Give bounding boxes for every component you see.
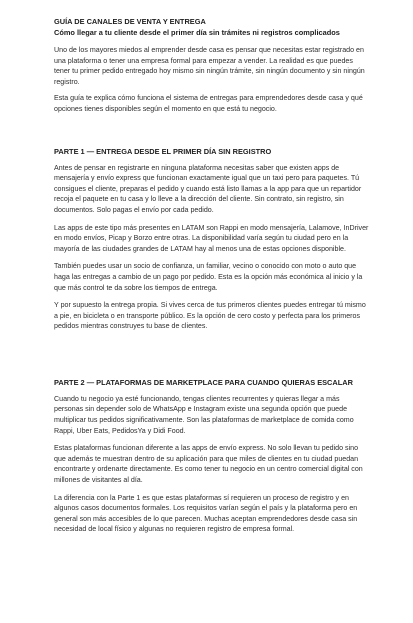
section-paragraph: La diferencia con la Parte 1 es que estas plataformas sí requieren un proceso de registro y en algunos casos documentos formales. Los requisitos varían según el país y la plataforma pero en general son más accesibles de lo que parecen. Muchas aceptan emprendedores desde casa sin necesidad de local físico y algunas no requieren registro de empresa formal.	[54, 493, 358, 534]
section-heading-part-1: PARTE 1 — ENTREGA DESDE EL PRIMER DÍA SIN REGISTRO	[54, 146, 272, 156]
section-paragraph: También puedes usar un socio de confianza, un familiar, vecino o conocido con moto o auto que haga las entregas a cambio de un pago por pedido. Esta es la opción más económica al inicio y la que más control te da sobre los tiempos de entrega.	[54, 262, 363, 292]
section-paragraph: Las apps de este tipo más presentes en LATAM son Rappi en modo mensajería, Lalamove, InDriver en modo envíos, Picap y Borzo entre otras. La disponibilidad varía según tu ciudad pero en la mayoría de las ciudades grandes de LATAM hay al menos una de estas opciones disponible.	[54, 223, 369, 253]
document-title: GUÍA DE CANALES DE VENTA Y ENTREGA	[54, 17, 206, 26]
intro-paragraph: Uno de los mayores miedos al emprender desde casa es pensar que necesitas estar registrado en una plataforma o tener una empresa formal para empezar a vender. La realidad es que puedes tener tu primer pedido entregado hoy mismo sin ningún trámite, sin ningún documento y sin ningún registro.	[54, 46, 365, 86]
section-paragraph: Cuando tu negocio ya esté funcionando, tengas clientes recurrentes y quieras llegar a más personas sin depender solo de WhatsApp e Instagram existe una segunda opción que puede multiplicar tus pedidos significativamente. Son las plataformas de marketplace de comida como Rappi, Uber Eats, PedidosYa y Didi Food.	[54, 394, 354, 435]
intro-paragraph: Esta guía te explica cómo funciona el sistema de entregas para emprendedores desde casa y qué opciones tienes disponibles según el momento en que está tu negocio.	[54, 94, 363, 113]
section-paragraph: Antes de pensar en registrarte en ninguna plataforma necesitas saber que existen apps de mensajería y envío express que funcionan exactamente igual que un taxi pero para paquetes. Tú consigues el cliente, preparas el pedido y cuando está listo llamas a la app para que un repartidor recoja el paquete en tu casa y lo lleve a la dirección del cliente. Sin contrato, sin registro, sin documentos. Solo pagas el envío por cada pedido.	[54, 163, 362, 214]
document-subtitle: Cómo llegar a tu cliente desde el primer día sin trámites ni registros complicados	[54, 28, 340, 37]
section-paragraph: Y por supuesto la entrega propia. Si vives cerca de tus primeros clientes puedes entregar tú mismo a pie, en bicicleta o en transporte público. Es la opción de cero costo y perfecta para los primeros pedidos mientras construyes tu base de clientes.	[54, 301, 366, 331]
section-heading-part-2: PARTE 2 — PLATAFORMAS DE MARKETPLACE PARA CUANDO QUIERAS ESCALAR	[54, 377, 353, 387]
section-paragraph: Estas plataformas funcionan diferente a las apps de envío express. No solo llevan tu pedido sino que además te muestran dentro de su aplicación para que miles de clientes en tu ciudad puedan encontrarte y ordenarte directamente. Es como tener tu negocio en un centro comercial digital con millones de visitantes al día.	[54, 444, 363, 485]
